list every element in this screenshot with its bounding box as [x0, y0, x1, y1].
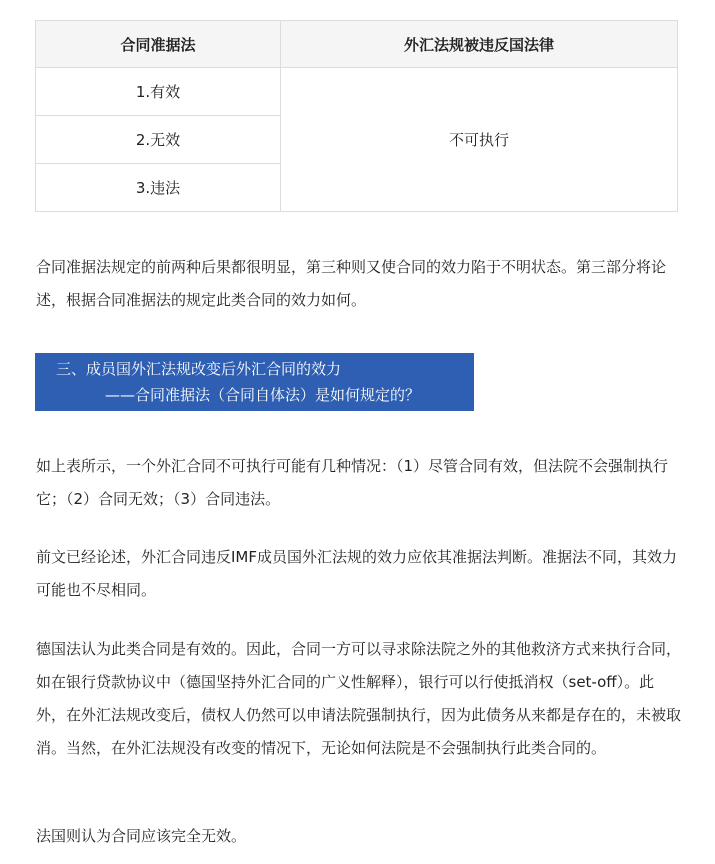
law-table: [35, 20, 678, 212]
section-heading-title: 三、成员国外汇法规改变后外汇合同的效力: [56, 360, 342, 378]
table-header-governing-law: 合同准据法: [36, 21, 281, 68]
paragraph-french-law: 法国则认为合同应该完全无效。: [36, 827, 247, 845]
paragraph-german-law: 德国法认为此类合同是有效的。因此，合同一方可以寻求除法院之外的其他救济方式来执行合同，如在银行贷款协议中（德国坚持外汇合同的广义性解释），银行可以行使抵消权（set-off）。此外，在外汇法规改变后，债权人仍然可以申请法院强制执行，因为此债务从来都是存在的，未被取消。当然，在外汇法规没有改变的情况下，无论如何法院是不会强制执行此类合同的。: [36, 640, 682, 757]
table-header-violated-country-law: 外汇法规被违反国法律: [281, 21, 678, 68]
paragraph-imf-governing-law: 前文已经论述，外汇合同违反IMF成员国外汇法规的效力应依其准据法判断。准据法不同，其效力可能也不尽相同。: [36, 548, 677, 599]
table-cell-unenforceable: 不可执行: [281, 68, 678, 212]
paragraph-consequences: 合同准据法规定的前两种后果都很明显，第三种则又使合同的效力陷于不明状态。第三部分将论述，根据合同准据法的规定此类合同的效力如何。: [36, 258, 667, 309]
paragraph-unenforceable-cases: 如上表所示，一个外汇合同不可执行可能有几种情况：（1）尽管合同有效，但法院不会强制执行它；（2）合同无效；（3）合同违法。: [36, 457, 669, 508]
table-header-row: [36, 21, 678, 68]
table-cell-valid: 1.有效: [36, 68, 281, 116]
section-heading-subtitle: ——合同准据法（合同自体法）是如何规定的？: [105, 386, 421, 404]
table-cell-illegal: 3.违法: [36, 164, 281, 212]
table-row: [36, 68, 678, 116]
table-cell-invalid: 2.无效: [36, 116, 281, 164]
section-heading-box: [35, 353, 474, 411]
